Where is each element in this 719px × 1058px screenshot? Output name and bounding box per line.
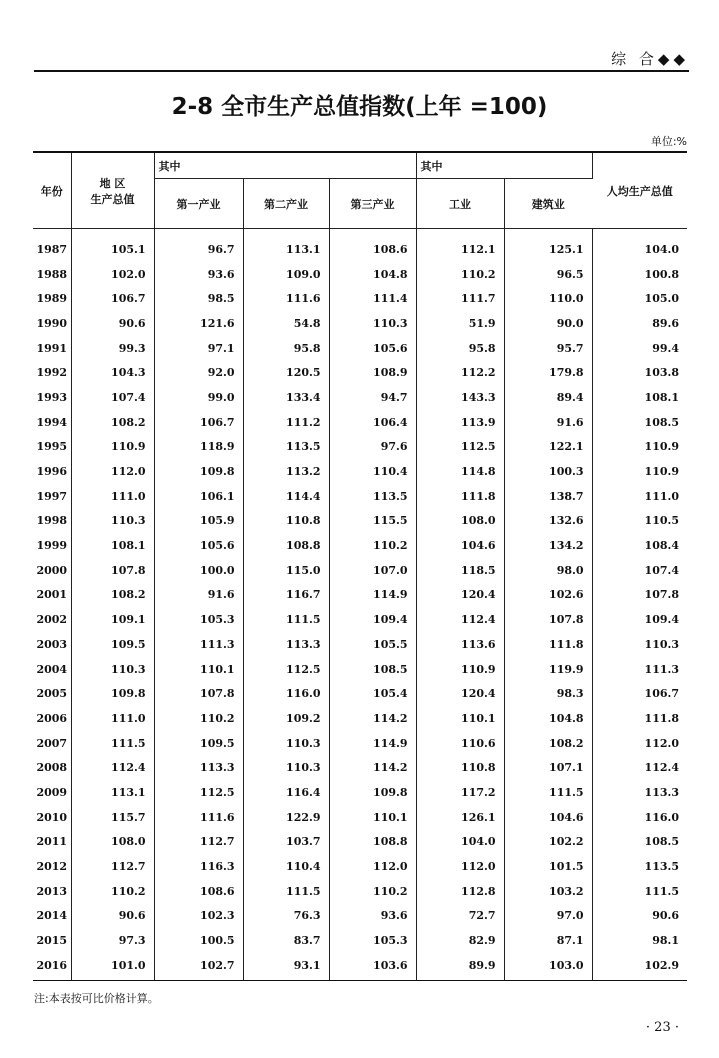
cell-tertiary: 105.4 <box>329 681 416 706</box>
page-number: · 23 · <box>645 1020 679 1035</box>
cell-tertiary: 109.8 <box>329 780 416 805</box>
cell-primary: 116.3 <box>154 854 243 879</box>
cell-industry: 111.8 <box>416 484 504 509</box>
cell-industry: 113.9 <box>416 410 504 435</box>
header-tertiary: 第三产业 <box>329 179 416 229</box>
cell-per-capita: 107.4 <box>644 563 679 577</box>
table-row <box>33 360 687 385</box>
cell-year: 1998 <box>33 509 71 534</box>
cell-industry: 120.4 <box>416 583 504 608</box>
cell-gdp: 110.3 <box>71 657 154 682</box>
cell-year: 1989 <box>33 286 71 311</box>
cell-industry: 110.8 <box>416 755 504 780</box>
cell-secondary: 122.9 <box>243 805 329 830</box>
cell-per-capita: 110.9 <box>644 440 679 454</box>
cell-year: 1996 <box>33 459 71 484</box>
cell-secondary: 116.0 <box>243 681 329 706</box>
cell-per-capita: 112.4 <box>644 761 679 775</box>
cell-gdp: 115.7 <box>71 805 154 830</box>
table-row <box>33 286 687 311</box>
cell-per-capita: 98.1 <box>652 934 679 948</box>
cell-per-capita: 111.8 <box>644 711 679 725</box>
cell-secondary: 108.8 <box>243 533 329 558</box>
cell-secondary: 103.7 <box>243 830 329 855</box>
cell-tertiary: 110.4 <box>329 459 416 484</box>
cell-tertiary: 105.6 <box>329 336 416 361</box>
table-row <box>33 229 687 262</box>
cell-secondary: 133.4 <box>243 385 329 410</box>
cell-gdp: 108.2 <box>71 410 154 435</box>
cell-year: 2003 <box>33 632 71 657</box>
cell-per-capita: 113.5 <box>644 860 679 874</box>
footnote: 注:本表按可比价格计算。 <box>34 992 159 1005</box>
cell-year: 2012 <box>33 854 71 879</box>
cell-year: 1994 <box>33 410 71 435</box>
cell-year: 2006 <box>33 706 71 731</box>
table-row <box>33 780 687 805</box>
cell-secondary: 95.8 <box>243 336 329 361</box>
header-construction: 建筑业 <box>504 179 592 229</box>
cell-gdp: 101.0 <box>71 953 154 980</box>
cell-construction: 102.6 <box>504 583 592 608</box>
cell-construction: 122.1 <box>504 435 592 460</box>
table-header <box>33 152 687 229</box>
cell-primary: 106.7 <box>154 410 243 435</box>
cell-gdp: 108.2 <box>71 583 154 608</box>
cell-construction: 103.0 <box>504 953 592 980</box>
unit-label: 单位:% <box>650 135 687 148</box>
cell-tertiary: 114.9 <box>329 731 416 756</box>
cell-gdp: 106.7 <box>71 286 154 311</box>
cell-gdp: 110.3 <box>71 509 154 534</box>
cell-per-capita: 111.0 <box>644 489 679 503</box>
cell-secondary: 76.3 <box>243 904 329 929</box>
cell-year: 2005 <box>33 681 71 706</box>
cell-construction: 111.5 <box>504 780 592 805</box>
header-group-secondary-detail: 其中 <box>416 152 592 179</box>
cell-gdp: 97.3 <box>71 928 154 953</box>
cell-year: 2008 <box>33 755 71 780</box>
table-row <box>33 435 687 460</box>
cell-gdp: 110.9 <box>71 435 154 460</box>
cell-year: 2002 <box>33 607 71 632</box>
cell-tertiary: 115.5 <box>329 509 416 534</box>
cell-tertiary: 93.6 <box>329 904 416 929</box>
cell-per-capita: 110.3 <box>644 637 679 651</box>
cell-tertiary: 104.8 <box>329 262 416 287</box>
cell-tertiary: 105.3 <box>329 928 416 953</box>
cell-per-capita: 112.0 <box>644 736 679 750</box>
cell-secondary: 54.8 <box>243 311 329 336</box>
cell-construction: 108.2 <box>504 731 592 756</box>
header-industry: 工业 <box>416 179 504 229</box>
cell-gdp: 102.0 <box>71 262 154 287</box>
cell-tertiary: 110.3 <box>329 311 416 336</box>
table-row <box>33 459 687 484</box>
cell-construction: 101.5 <box>504 854 592 879</box>
cell-industry: 111.7 <box>416 286 504 311</box>
cell-gdp: 112.4 <box>71 755 154 780</box>
cell-per-capita: 108.5 <box>644 835 679 849</box>
cell-per-capita: 100.8 <box>644 267 679 281</box>
cell-year: 1990 <box>33 311 71 336</box>
cell-per-capita: 90.6 <box>652 909 679 923</box>
cell-gdp: 109.8 <box>71 681 154 706</box>
cell-gdp: 109.1 <box>71 607 154 632</box>
cell-tertiary: 108.8 <box>329 830 416 855</box>
cell-gdp: 104.3 <box>71 360 154 385</box>
cell-year: 1988 <box>33 262 71 287</box>
cell-secondary: 110.3 <box>243 731 329 756</box>
cell-secondary: 113.2 <box>243 459 329 484</box>
cell-gdp: 111.0 <box>71 484 154 509</box>
table-row <box>33 657 687 682</box>
cell-per-capita: 104.0 <box>644 242 679 256</box>
cell-industry: 112.4 <box>416 607 504 632</box>
cell-gdp: 111.0 <box>71 706 154 731</box>
cell-tertiary: 107.0 <box>329 558 416 583</box>
cell-industry: 51.9 <box>416 311 504 336</box>
cell-secondary: 120.5 <box>243 360 329 385</box>
cell-primary: 93.6 <box>154 262 243 287</box>
cell-year: 1991 <box>33 336 71 361</box>
cell-tertiary: 109.4 <box>329 607 416 632</box>
cell-primary: 102.3 <box>154 904 243 929</box>
cell-industry: 82.9 <box>416 928 504 953</box>
cell-industry: 72.7 <box>416 904 504 929</box>
table-row <box>33 385 687 410</box>
cell-year: 1999 <box>33 533 71 558</box>
cell-primary: 92.0 <box>154 360 243 385</box>
table-row <box>33 607 687 632</box>
cell-year: 1987 <box>33 229 71 262</box>
header-gdp: 地 区 生产总值 <box>71 152 154 229</box>
cell-construction: 102.2 <box>504 830 592 855</box>
cell-primary: 105.9 <box>154 509 243 534</box>
cell-year: 2016 <box>33 953 71 980</box>
table-row <box>33 830 687 855</box>
header-secondary: 第二产业 <box>243 179 329 229</box>
table-title: 2-8 全市生产总值指数(上年 =100) <box>171 94 548 120</box>
cell-primary: 110.1 <box>154 657 243 682</box>
cell-per-capita: 99.4 <box>652 341 679 355</box>
cell-tertiary: 103.6 <box>329 953 416 980</box>
cell-primary: 110.2 <box>154 706 243 731</box>
cell-tertiary: 110.2 <box>329 533 416 558</box>
cell-per-capita: 108.1 <box>644 390 679 404</box>
cell-construction: 96.5 <box>504 262 592 287</box>
cell-per-capita: 103.8 <box>644 366 679 380</box>
table-row <box>33 755 687 780</box>
cell-primary: 107.8 <box>154 681 243 706</box>
cell-industry: 104.6 <box>416 533 504 558</box>
cell-industry: 89.9 <box>416 953 504 980</box>
table-row <box>33 731 687 756</box>
cell-primary: 98.5 <box>154 286 243 311</box>
cell-secondary: 111.5 <box>243 879 329 904</box>
cell-industry: 120.4 <box>416 681 504 706</box>
cell-industry: 112.8 <box>416 879 504 904</box>
cell-construction: 107.8 <box>504 607 592 632</box>
table-row <box>33 928 687 953</box>
cell-secondary: 83.7 <box>243 928 329 953</box>
cell-gdp: 90.6 <box>71 311 154 336</box>
cell-construction: 95.7 <box>504 336 592 361</box>
cell-tertiary: 114.2 <box>329 706 416 731</box>
cell-gdp: 111.5 <box>71 731 154 756</box>
cell-tertiary: 113.5 <box>329 484 416 509</box>
page-header <box>34 44 689 72</box>
cell-tertiary: 110.2 <box>329 879 416 904</box>
cell-secondary: 113.1 <box>243 229 329 262</box>
cell-primary: 102.7 <box>154 953 243 980</box>
cell-industry: 104.0 <box>416 830 504 855</box>
cell-gdp: 99.3 <box>71 336 154 361</box>
cell-per-capita: 111.3 <box>644 662 679 676</box>
cell-gdp: 107.4 <box>71 385 154 410</box>
cell-primary: 97.1 <box>154 336 243 361</box>
cell-per-capita: 113.3 <box>644 785 679 799</box>
header-year: 年份 <box>33 152 71 229</box>
table-row <box>33 484 687 509</box>
cell-primary: 105.3 <box>154 607 243 632</box>
header-per-capita: 人均生产总值 <box>592 152 687 229</box>
cell-gdp: 109.5 <box>71 632 154 657</box>
cell-per-capita: 110.5 <box>644 514 679 528</box>
cell-per-capita: 108.4 <box>644 539 679 553</box>
cell-industry: 113.6 <box>416 632 504 657</box>
cell-construction: 90.0 <box>504 311 592 336</box>
cell-industry: 117.2 <box>416 780 504 805</box>
cell-year: 2000 <box>33 558 71 583</box>
cell-tertiary: 106.4 <box>329 410 416 435</box>
cell-construction: 98.3 <box>504 681 592 706</box>
cell-gdp: 113.1 <box>71 780 154 805</box>
cell-per-capita: 110.9 <box>644 465 679 479</box>
cell-construction: 107.1 <box>504 755 592 780</box>
cell-industry: 118.5 <box>416 558 504 583</box>
cell-secondary: 109.2 <box>243 706 329 731</box>
table-row <box>33 311 687 336</box>
cell-industry: 110.2 <box>416 262 504 287</box>
cell-industry: 112.1 <box>416 229 504 262</box>
cell-tertiary: 94.7 <box>329 385 416 410</box>
cell-gdp: 112.0 <box>71 459 154 484</box>
gdp-index-table <box>33 151 687 981</box>
cell-construction: 104.8 <box>504 706 592 731</box>
table-row <box>33 262 687 287</box>
table-row <box>33 558 687 583</box>
cell-tertiary: 105.5 <box>329 632 416 657</box>
cell-primary: 100.5 <box>154 928 243 953</box>
cell-primary: 111.6 <box>154 805 243 830</box>
cell-construction: 97.0 <box>504 904 592 929</box>
cell-primary: 121.6 <box>154 311 243 336</box>
cell-secondary: 115.0 <box>243 558 329 583</box>
cell-secondary: 110.8 <box>243 509 329 534</box>
cell-per-capita: 102.9 <box>592 953 687 980</box>
cell-industry: 108.0 <box>416 509 504 534</box>
cell-construction: 179.8 <box>504 360 592 385</box>
table-row <box>33 632 687 657</box>
cell-construction: 125.1 <box>504 229 592 262</box>
cell-secondary: 110.4 <box>243 854 329 879</box>
cell-year: 2010 <box>33 805 71 830</box>
cell-construction: 100.3 <box>504 459 592 484</box>
cell-primary: 113.3 <box>154 755 243 780</box>
cell-year: 2001 <box>33 583 71 608</box>
table-row <box>33 533 687 558</box>
table-row <box>33 681 687 706</box>
cell-secondary: 116.4 <box>243 780 329 805</box>
cell-primary: 118.9 <box>154 435 243 460</box>
table-row <box>33 854 687 879</box>
cell-year: 1993 <box>33 385 71 410</box>
cell-construction: 91.6 <box>504 410 592 435</box>
cell-tertiary: 110.1 <box>329 805 416 830</box>
cell-secondary: 112.5 <box>243 657 329 682</box>
cell-secondary: 114.4 <box>243 484 329 509</box>
cell-construction: 87.1 <box>504 928 592 953</box>
section-label: 综 合◆◆ <box>611 50 689 68</box>
cell-per-capita: 89.6 <box>652 316 679 330</box>
cell-per-capita: 116.0 <box>644 810 679 824</box>
cell-industry: 95.8 <box>416 336 504 361</box>
cell-tertiary: 97.6 <box>329 435 416 460</box>
header-group-sectors: 其中 <box>154 152 416 179</box>
cell-tertiary: 114.9 <box>329 583 416 608</box>
cell-gdp: 112.7 <box>71 854 154 879</box>
cell-secondary: 110.3 <box>243 755 329 780</box>
cell-primary: 108.6 <box>154 879 243 904</box>
cell-industry: 112.5 <box>416 435 504 460</box>
cell-year: 2015 <box>33 928 71 953</box>
cell-industry: 110.1 <box>416 706 504 731</box>
cell-year: 2009 <box>33 780 71 805</box>
table-row <box>33 879 687 904</box>
table-row <box>33 953 687 980</box>
cell-primary: 106.1 <box>154 484 243 509</box>
cell-year: 1992 <box>33 360 71 385</box>
cell-primary: 111.3 <box>154 632 243 657</box>
cell-primary: 96.7 <box>154 229 243 262</box>
cell-year: 1997 <box>33 484 71 509</box>
cell-year: 2014 <box>33 904 71 929</box>
cell-primary: 112.7 <box>154 830 243 855</box>
cell-industry: 143.3 <box>416 385 504 410</box>
cell-secondary: 111.5 <box>243 607 329 632</box>
cell-gdp: 107.8 <box>71 558 154 583</box>
cell-per-capita: 108.5 <box>644 415 679 429</box>
cell-industry: 112.0 <box>416 854 504 879</box>
cell-per-capita: 111.5 <box>644 884 679 898</box>
cell-gdp: 90.6 <box>71 904 154 929</box>
cell-construction: 104.6 <box>504 805 592 830</box>
cell-secondary: 93.1 <box>243 953 329 980</box>
cell-primary: 99.0 <box>154 385 243 410</box>
cell-primary: 105.6 <box>154 533 243 558</box>
cell-industry: 112.2 <box>416 360 504 385</box>
table-row <box>33 583 687 608</box>
cell-year: 2013 <box>33 879 71 904</box>
table-row <box>33 805 687 830</box>
cell-construction: 138.7 <box>504 484 592 509</box>
cell-year: 2007 <box>33 731 71 756</box>
header-primary: 第一产业 <box>154 179 243 229</box>
cell-tertiary: 108.5 <box>329 657 416 682</box>
table-row <box>33 509 687 534</box>
cell-primary: 100.0 <box>154 558 243 583</box>
cell-tertiary: 114.2 <box>329 755 416 780</box>
cell-secondary: 111.6 <box>243 286 329 311</box>
cell-per-capita: 105.0 <box>644 292 679 306</box>
cell-primary: 91.6 <box>154 583 243 608</box>
cell-industry: 114.8 <box>416 459 504 484</box>
cell-construction: 111.8 <box>504 632 592 657</box>
cell-construction: 89.4 <box>504 385 592 410</box>
cell-year: 2011 <box>33 830 71 855</box>
cell-secondary: 109.0 <box>243 262 329 287</box>
cell-industry: 110.6 <box>416 731 504 756</box>
cell-per-capita: 106.7 <box>644 687 679 701</box>
cell-per-capita: 107.8 <box>644 588 679 602</box>
cell-gdp: 110.2 <box>71 879 154 904</box>
cell-construction: 110.0 <box>504 286 592 311</box>
cell-construction: 103.2 <box>504 879 592 904</box>
cell-tertiary: 108.6 <box>329 229 416 262</box>
cell-tertiary: 112.0 <box>329 854 416 879</box>
cell-tertiary: 111.4 <box>329 286 416 311</box>
cell-primary: 109.5 <box>154 731 243 756</box>
cell-industry: 110.9 <box>416 657 504 682</box>
cell-gdp: 108.1 <box>71 533 154 558</box>
table-row <box>33 904 687 929</box>
cell-tertiary: 108.9 <box>329 360 416 385</box>
cell-secondary: 113.3 <box>243 632 329 657</box>
cell-construction: 134.2 <box>504 533 592 558</box>
cell-construction: 119.9 <box>504 657 592 682</box>
cell-year: 1995 <box>33 435 71 460</box>
cell-secondary: 111.2 <box>243 410 329 435</box>
cell-primary: 109.8 <box>154 459 243 484</box>
cell-industry: 126.1 <box>416 805 504 830</box>
cell-secondary: 116.7 <box>243 583 329 608</box>
table-row <box>33 706 687 731</box>
table-row <box>33 410 687 435</box>
cell-gdp: 108.0 <box>71 830 154 855</box>
cell-secondary: 113.5 <box>243 435 329 460</box>
cell-construction: 98.0 <box>504 558 592 583</box>
cell-per-capita: 109.4 <box>644 613 679 627</box>
cell-primary: 112.5 <box>154 780 243 805</box>
cell-gdp: 105.1 <box>71 229 154 262</box>
table-body <box>33 229 687 981</box>
cell-year: 2004 <box>33 657 71 682</box>
table-row <box>33 336 687 361</box>
cell-construction: 132.6 <box>504 509 592 534</box>
